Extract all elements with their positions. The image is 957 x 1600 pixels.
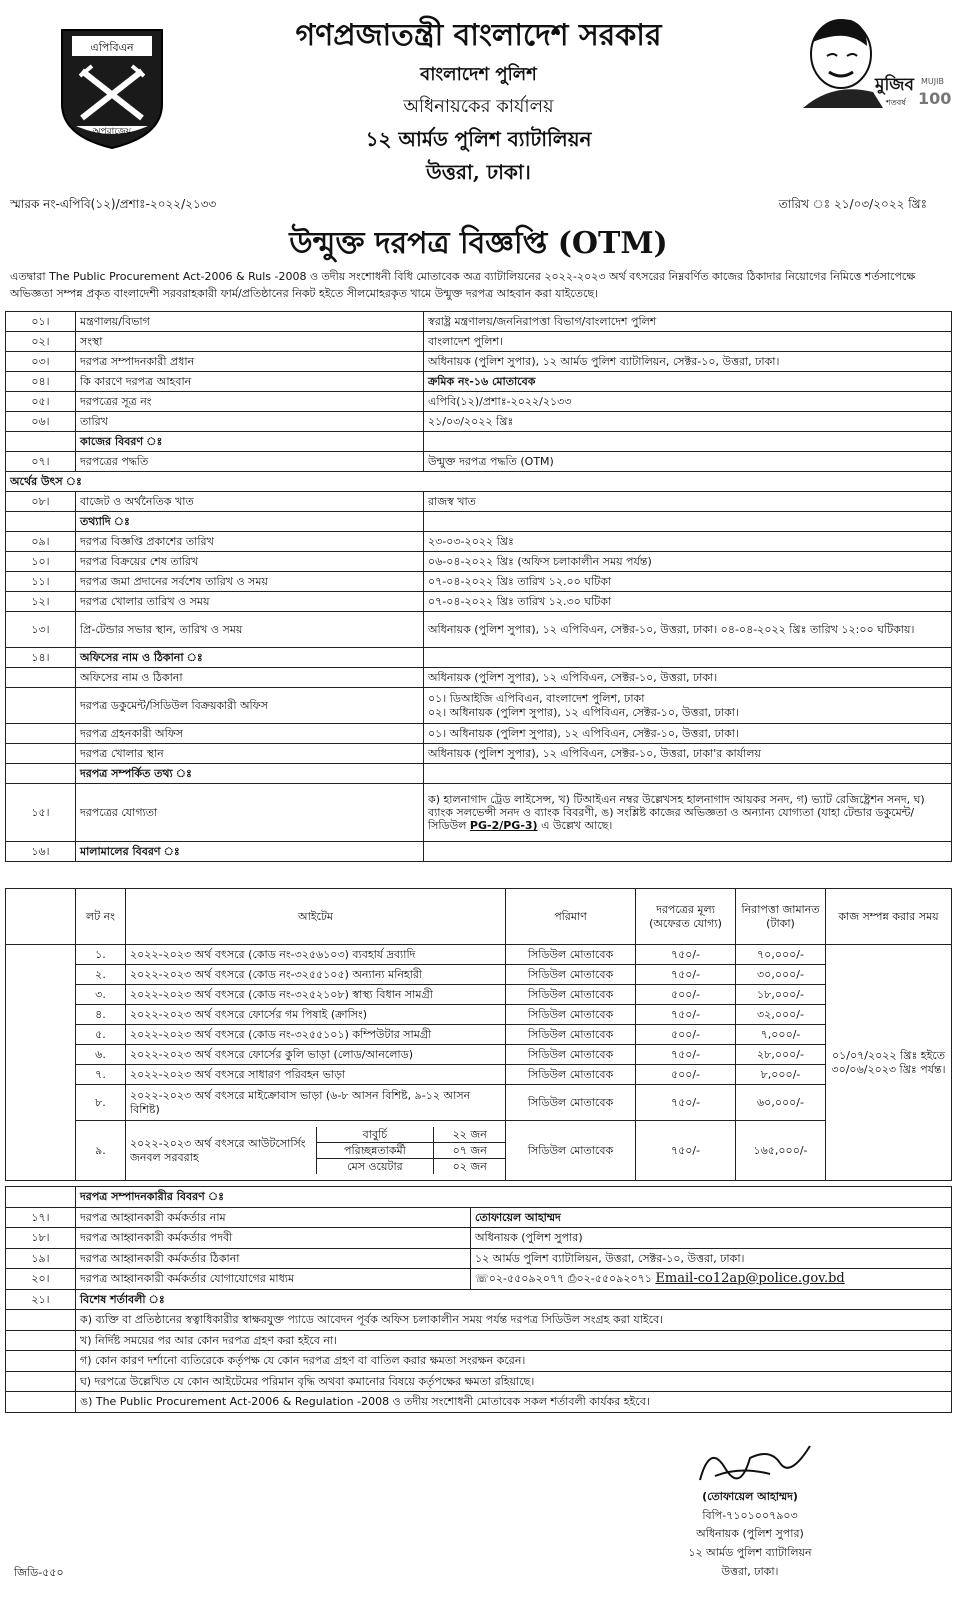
table-cell: সিডিউল মোতাবেক — [506, 1085, 636, 1121]
table-row — [6, 985, 952, 1005]
row-number: ০৯। — [6, 532, 76, 552]
table-cell: ১৬৫,০০০/- — [736, 1121, 826, 1181]
table-cell: ১৭। — [6, 1207, 76, 1228]
row-value: অধিনায়ক (পুলিশ সুপার), ১২ আর্মড পুলিশ ব্যাটালিয়ন, সেক্টর-১০, উত্তরা, ঢাকা। — [424, 352, 952, 372]
table-row — [6, 648, 952, 668]
row-number: ১২। — [6, 592, 76, 612]
table-row — [6, 842, 952, 862]
row-value: ২৩-০৩-২০২২ খ্রিঃ — [424, 532, 952, 552]
table-cell — [6, 1392, 76, 1413]
table-row — [6, 332, 952, 352]
table-row — [6, 1228, 952, 1249]
outsourcing-item: ২০২২-২০২৩ অর্থ বৎসরে আউটসোর্সিং জনবল সরবরাহ — [126, 1127, 316, 1175]
staff-role: বাবুর্চি — [316, 1127, 434, 1143]
section-row — [6, 764, 952, 784]
condition-row — [6, 1392, 952, 1413]
table-cell: ৭. — [76, 1065, 126, 1085]
phone-fax: ☏০২-৫৫০৯২০৭৭ ⎙০২-৫৫০৯২০৭১ — [475, 1271, 652, 1285]
table-cell: সিডিউল মোতাবেক — [506, 1121, 636, 1181]
table-row — [6, 572, 952, 592]
table-cell: ৭,০০০/- — [736, 1025, 826, 1045]
table-cell: সিডিউল মোতাবেক — [506, 965, 636, 985]
email-link[interactable]: Email-co12ap@police.gov.bd — [655, 1270, 845, 1286]
table-cell: ৩২,০০০/- — [736, 1005, 826, 1025]
memo-date: তারিখ ঃ ২১/০৩/২০২২ খ্রিঃ — [778, 197, 927, 211]
row-value — [424, 688, 952, 724]
row-number: ০২। — [6, 332, 76, 352]
row-number: ১০। — [6, 552, 76, 572]
table-cell — [6, 744, 76, 764]
table-row — [6, 412, 952, 432]
table-cell — [6, 724, 76, 744]
logo-text-bottom: অপরাজেয় — [92, 127, 132, 137]
table-cell: ৫. — [76, 1025, 126, 1045]
table-cell: ২০২২-২০২৩ অর্থ বৎসরে (কোড নং-৩২৫৬১০৩) ব্যবহার্য দ্রব্যাদি — [126, 945, 506, 965]
table-row — [126, 1127, 505, 1143]
staff-count: ০২ জন — [434, 1159, 505, 1175]
row-label: প্রি-টেন্ডার সভার স্থান, তারিখ ও সময় — [76, 612, 424, 648]
table-cell: ২১। — [6, 1289, 76, 1310]
table-cell — [424, 432, 952, 452]
condition-row — [6, 1330, 952, 1351]
document-header — [0, 0, 957, 195]
table-row — [6, 1269, 952, 1290]
table-cell — [6, 889, 76, 945]
table-row — [6, 965, 952, 985]
row-number: ০৭। — [6, 452, 76, 472]
signatory-location: উত্তরা, ঢাকা। — [721, 1564, 779, 1578]
row-label: দরপত্র ডকুমেন্ট/সিডিউল বিক্রয়কারী অফিস — [76, 688, 424, 724]
table-cell: ক) ব্যক্তি বা প্রতিষ্ঠানের স্বত্বাধিকারীর স্বাক্ষরযুক্ত প্যাডে আবেদন পূর্বক অফিস চলাকালীন সময় পর্যন্ত দরপত্র সিডিউল সংগ্রহ করা যাইবে। — [76, 1310, 952, 1331]
row-number: ১৫। — [6, 784, 76, 842]
table-cell: ১২ আর্মড পুলিশ ব্যাটালিয়ন, উত্তরা, সেক্টর-১০, উত্তরা, ঢাকা। — [471, 1248, 952, 1269]
table-row — [6, 1005, 952, 1025]
col-period: কাজ সম্পন্ন করার সময় — [826, 889, 952, 945]
table-cell — [126, 1121, 506, 1181]
row-value: অধিনায়ক (পুলিশ সুপার), ১২ এপিবিএন, সেক্টর-১০, উত্তরা, ঢাকা। — [424, 668, 952, 688]
tender-info-table — [5, 311, 952, 862]
table-row — [6, 552, 952, 572]
signature-scribble — [680, 1438, 820, 1488]
value-line: ০১। ডিআইজি এপিবিএন, বাংলাদেশ পুলিশ, ঢাকা — [428, 692, 645, 706]
row-label: দরপত্র খোলার তারিখ ও সময় — [76, 592, 424, 612]
table-row — [6, 1207, 952, 1228]
row-value: ০৭-০৪-২০২২ খ্রিঃ তারিখ ১২.০০ ঘটিকা — [424, 572, 952, 592]
row-label: দরপত্র বিক্রয়ের শেষ তারিখ — [76, 552, 424, 572]
table-cell: দরপত্র আহ্বানকারী কর্মকর্তার পদবী — [76, 1228, 471, 1249]
section-heading: দরপত্র সম্পর্কিত তথ্য ঃ — [76, 764, 424, 784]
table-cell: ৮. — [76, 1085, 126, 1121]
section-heading: বিশেষ শর্তাবলী ঃ — [76, 1289, 952, 1310]
table-cell — [6, 688, 76, 724]
table-cell: সিডিউল মোতাবেক — [506, 1065, 636, 1085]
row-number: ১১। — [6, 572, 76, 592]
table-cell — [6, 1187, 76, 1208]
table-row — [6, 1025, 952, 1045]
table-cell: ঘ) দরপত্রে উল্লেখিত যে কোন আইটেমের পরিমান বৃদ্ধি অথবা কমানোর বিষয়ে কর্তৃপক্ষের ক্ষমতা রহিয়াছে। — [76, 1371, 952, 1392]
table-cell: ৭০,০০০/- — [736, 945, 826, 965]
section-heading: মালামালের বিবরণ ঃ — [76, 842, 424, 862]
row-number: ০৬। — [6, 412, 76, 432]
table-cell: খ) নির্দিষ্ট সময়ের পর আর কোন দরপত্র গ্রহণ করা হইবে না। — [76, 1330, 952, 1351]
staff-role: মেস ওয়েটার — [316, 1159, 434, 1175]
table-cell: ৪. — [76, 1005, 126, 1025]
notice-intro: এতদ্বারা The Public Procurement Act-2006 & Ruls -2008 ও তদীয় সংশোধনী বিধি মোতাবেক অত্র ব্যাটালিয়নের ২০২২-২০২৩ অর্থ বৎসরের নিম্নবর্ণিত কাজের ঠিকাদার নিয়োগের নিমিত্তে শর্তসাপেক্ষে অভিজ্ঞতা সম্পন্ন প্রকৃত বাংলাদেশী সরবরাহকারী ফার্ম/প্রতিষ্ঠানের নিকট হইতে সীলমোহরকৃত খামে উন্মুক্ত দরপত্র আহবান করা যাইতেছে। — [10, 270, 916, 301]
row-label: দরপত্রের পদ্ধতি — [76, 452, 424, 472]
table-cell: ১. — [76, 945, 126, 965]
signatory-bp: বিপি-৭১০১০০৭৯০৩ — [702, 1508, 798, 1522]
table-row — [6, 1085, 952, 1121]
row-label: দরপত্র সম্পাদনকারী প্রধান — [76, 352, 424, 372]
row-number: ০৪। — [6, 372, 76, 392]
table-cell: ৭৫০/- — [636, 1121, 736, 1181]
apbn-logo — [56, 26, 168, 151]
table-cell: ১৮। — [6, 1228, 76, 1249]
row-value: ০৭-০৪-২০২২ খ্রিঃ তারিখ ১২.৩০ ঘটিকা — [424, 592, 952, 612]
table-row — [6, 744, 952, 764]
table-cell: ২০২২-২০২৩ অর্থ বৎসরে (কোড নং-৩২৫৫১০৫) অন্যান্য মনিহারী — [126, 965, 506, 985]
table-cell: ২. — [76, 965, 126, 985]
table-cell: ২০২২-২০২৩ অর্থ বৎসরে (কোড নং-৩২৫৫১০১) কম্পিউটার সামগ্রী — [126, 1025, 506, 1045]
section-row — [6, 512, 952, 532]
table-cell: ৮,০০০/- — [736, 1065, 826, 1085]
row-label: দরপত্র খোলার স্থান — [76, 744, 424, 764]
row-value: ২১/০৩/২০২২ খ্রিঃ — [424, 412, 952, 432]
row-value: ক্রমিক নং-১৬ মোতাবেক — [424, 372, 952, 392]
table-row — [6, 724, 952, 744]
table-row — [6, 1289, 952, 1310]
mujib-logo — [793, 12, 952, 112]
table-cell — [6, 1351, 76, 1372]
memo-number: স্মারক নং-এপিবি(১২)/প্রশাঃ-২০২২/২১৩৩ — [10, 197, 217, 211]
table-cell: ৫০০/- — [636, 1025, 736, 1045]
table-cell: ঙ) The Public Procurement Act-2006 & Regulation -2008 ও তদীয় সংশোধনী মোতাবেক সকল শর্তাবলী কার্যকর হইবে। — [76, 1392, 952, 1413]
notice-title: উন্মুক্ত দরপত্র বিজ্ঞপ্তি (OTM) — [289, 226, 668, 261]
section-heading: কাজের বিবরণ ঃ — [76, 432, 424, 452]
table-cell: ২০২২-২০২৩ অর্থ বৎসরে ফোর্সের কুলি ভাড়া (লোড/আনলোড) — [126, 1045, 506, 1065]
table-row — [6, 1121, 952, 1181]
row-label: বাজেট ও অর্থনৈতিক খাত — [76, 492, 424, 512]
table-cell: ২০২২-২০২৩ অর্থ বৎসরে (কোড নং-৩২৫২১০৮) স্বাস্থ্য বিধান সামগ্রী — [126, 985, 506, 1005]
row-label: মন্ত্রণালয়/বিভাগ — [76, 312, 424, 332]
table-cell: গ) কোন কারণ দর্শানো ব্যতিরেকে কর্তৃপক্ষ যে কোন দরপত্র গ্রহণ বা বাতিল করার ক্ষমতা সংরক্ষন করেন। — [76, 1351, 952, 1372]
table-cell: ২০২২-২০২৩ অর্থ বৎসরে মাইক্রোবাস ভাড়া (৬-৮ আসন বিশিষ্ট, ৯-১২ আসন বিশিষ্ট) — [126, 1085, 506, 1121]
row-value: রাজস্ব খাত — [424, 492, 952, 512]
row-number: ০১। — [6, 312, 76, 332]
col-qty: পরিমাণ — [506, 889, 636, 945]
table-cell — [424, 842, 952, 862]
table-row — [6, 1248, 952, 1269]
row-label: সংস্থা — [76, 332, 424, 352]
table-cell: ৬. — [76, 1045, 126, 1065]
location-title: উত্তরা, ঢাকা। — [426, 160, 531, 184]
row-value: এপিবি(১২)/প্রশাঃ-২০২২/২১৩৩ — [424, 392, 952, 412]
table-cell: ৭৫০/- — [636, 945, 736, 965]
table-row — [6, 372, 952, 392]
table-cell: ১৮,০০০/- — [736, 985, 826, 1005]
table-cell — [6, 1310, 76, 1331]
table-cell: ৩০,০০০/- — [736, 965, 826, 985]
section-heading: তথ্যাদি ঃ — [76, 512, 424, 532]
table-cell — [471, 1269, 952, 1290]
table-row — [6, 1065, 952, 1085]
table-row — [6, 1045, 952, 1065]
table-cell: ১৯। — [6, 1248, 76, 1269]
table-cell: ২০। — [6, 1269, 76, 1290]
battalion-title: ১২ আর্মড পুলিশ ব্যাটালিয়ন — [365, 127, 592, 151]
table-cell — [424, 764, 952, 784]
table-cell — [424, 512, 952, 532]
table-row — [6, 945, 952, 965]
office-title: অধিনায়কের কার্যালয় — [403, 96, 554, 117]
gd-code: জিডি-৫৫০ — [14, 1566, 64, 1579]
table-cell: ৫০০/- — [636, 1065, 736, 1085]
row-number: ০৮। — [6, 492, 76, 512]
table-cell — [424, 648, 952, 668]
row-value: অধিনায়ক (পুলিশ সুপার), ১২ এপিবিএন, সেক্টর-১০, উত্তরা, ঢাকা'র কার্যালয় — [424, 744, 952, 764]
table-row — [6, 312, 952, 332]
condition-row — [6, 1310, 952, 1331]
table-cell — [6, 432, 76, 452]
signatory-name: (তোফায়েল আহাম্মদ) — [702, 1490, 798, 1503]
signature-block — [650, 1438, 850, 1581]
row-label: কি কারণে দরপত্র আহবান — [76, 372, 424, 392]
row-number: ১৬। — [6, 842, 76, 862]
signatory-battalion: ১২ আর্মড পুলিশ ব্যাটালিয়ন — [688, 1546, 812, 1560]
table-cell: অধিনায়ক (পুলিশ সুপার) — [471, 1228, 952, 1249]
col-security: নিরাপত্তা জামানত (টাকা) — [736, 889, 826, 945]
section-row — [6, 472, 952, 492]
executor-table — [5, 1186, 952, 1413]
row-label: দরপত্রের সূত্র নং — [76, 392, 424, 412]
signatory-designation: অধিনায়ক (পুলিশ সুপার) — [696, 1527, 804, 1541]
table-row — [6, 492, 952, 512]
row-label: দরপত্র বিজ্ঞপ্তি প্রকাশের তারিখ — [76, 532, 424, 552]
row-value: অধিনায়ক (পুলিশ সুপার), ১২ এপিবিএন, সেক্টর-১০, উত্তরা, ঢাকা। ০৪-০৪-২০২২ খ্রিঃ তারিখ ১২:০০ ঘটিকায়। — [424, 612, 952, 648]
condition-row — [6, 1371, 952, 1392]
table-row — [6, 784, 952, 842]
mujib-sub: শতবর্ষ — [886, 98, 906, 107]
condition-row — [6, 1351, 952, 1372]
table-row — [6, 688, 952, 724]
staff-role: পরিচ্ছন্নতাকর্মী — [316, 1142, 434, 1158]
table-cell: তোফায়েল আহাম্মদ — [471, 1207, 952, 1228]
items-table — [5, 888, 952, 1181]
mujib-num: 100 — [918, 89, 952, 108]
table-cell: সিডিউল মোতাবেক — [506, 1045, 636, 1065]
col-item: আইটেম — [126, 889, 506, 945]
table-row — [6, 668, 952, 688]
col-lot: লট নং — [76, 889, 126, 945]
mujib-en: MUJIB — [921, 77, 944, 86]
row-number: ১৩। — [6, 612, 76, 648]
table-cell: সিডিউল মোতাবেক — [506, 1025, 636, 1045]
table-cell: সিডিউল মোতাবেক — [506, 1005, 636, 1025]
table-cell: ২০২২-২০২৩ অর্থ বৎসরে ফোর্সের গম পিষাই (ক্রাসিং) — [126, 1005, 506, 1025]
table-row — [6, 392, 952, 412]
table-cell: সিডিউল মোতাবেক — [506, 945, 636, 965]
completion-period: ০১/০৭/২০২২ খ্রিঃ হইতে ৩০/০৬/২০২৩ খ্রিঃ পর্যন্ত। — [826, 945, 952, 1181]
table-cell: দরপত্র আহ্বানকারী কর্মকর্তার যোগাযোগের মাধ্যম — [76, 1269, 471, 1290]
section-heading: দরপত্র সম্পাদনকারীর বিবরণ ঃ — [76, 1187, 952, 1208]
row-number: ০৫। — [6, 392, 76, 412]
table-cell — [6, 668, 76, 688]
row-label: দরপত্র গ্রহনকারী অফিস — [76, 724, 424, 744]
table-cell — [6, 945, 76, 1181]
section-heading: অর্থের উৎস ঃ — [6, 472, 952, 492]
table-cell: দরপত্র আহ্বানকারী কর্মকর্তার ঠিকানা — [76, 1248, 471, 1269]
table-row — [6, 592, 952, 612]
table-cell — [6, 1330, 76, 1351]
row-number: ০৩। — [6, 352, 76, 372]
table-cell: ৯. — [76, 1121, 126, 1181]
section-row — [6, 1187, 952, 1208]
row-value: স্বরাষ্ট্র মন্ত্রণালয়/জননিরাপত্তা বিভাগ/বাংলাদেশ পুলিশ — [424, 312, 952, 332]
col-price: দরপত্রের মূল্য (অফেরত যোগ্য) — [636, 889, 736, 945]
table-cell: ৭৫০/- — [636, 965, 736, 985]
table-row — [6, 612, 952, 648]
staff-count: ২২ জন — [434, 1127, 505, 1143]
table-cell: ২৮,০০০/- — [736, 1045, 826, 1065]
row-label: দরপত্র জমা প্রদানের সর্বশেষ তারিখ ও সময় — [76, 572, 424, 592]
value-line: ০২। অধিনায়ক (পুলিশ সুপার), ১২ এপিবিএন, সেক্টর-১০, উত্তরা, ঢাকা। — [428, 705, 739, 719]
table-cell: সিডিউল মোতাবেক — [506, 985, 636, 1005]
row-label: দরপত্রের যোগ্যতা — [76, 784, 424, 842]
table-cell: ৬০,০০০/- — [736, 1085, 826, 1121]
section-heading: অফিসের নাম ও ঠিকানা ঃ — [76, 648, 424, 668]
logo-text-top: এপিবিএন — [90, 41, 134, 54]
table-row — [6, 352, 952, 372]
table-cell: ২০২২-২০২৩ অর্থ বৎসরে সাধারণ পরিবহন ভাড়া — [126, 1065, 506, 1085]
items-header-row — [6, 889, 952, 945]
table-cell — [6, 1371, 76, 1392]
row-value: বাংলাদেশ পুলিশ। — [424, 332, 952, 352]
row-value: ০৬-০৪-২০২২ খ্রিঃ (অফিস চলাকালীন সময় পর্যন্ত) — [424, 552, 952, 572]
row-label: অফিসের নাম ও ঠিকানা — [76, 668, 424, 688]
staff-count: ০৭ জন — [434, 1142, 505, 1158]
row-value: উন্মুক্ত দরপত্র পদ্ধতি (OTM) — [424, 452, 952, 472]
police-title: বাংলাদেশ পুলিশ — [420, 64, 537, 85]
table-row — [6, 452, 952, 472]
table-cell — [6, 764, 76, 784]
government-title: গণপ্রজাতন্ত্রী বাংলাদেশ সরকার — [295, 18, 662, 53]
table-cell — [6, 512, 76, 532]
table-row — [6, 532, 952, 552]
table-cell: ৩. — [76, 985, 126, 1005]
table-cell: দরপত্র আহ্বানকারী কর্মকর্তার নাম — [76, 1207, 471, 1228]
mujib-text: মুজিব — [875, 75, 914, 95]
table-cell: ৭৫০/- — [636, 1005, 736, 1025]
row-label: তারিখ — [76, 412, 424, 432]
table-cell: ৭৫০/- — [636, 1085, 736, 1121]
section-row — [6, 432, 952, 452]
table-cell: ৫০০/- — [636, 985, 736, 1005]
row-value: ০১। অধিনায়ক (পুলিশ সুপার), ১২ এপিবিএন, সেক্টর-১০, উত্তরা, ঢাকা। — [424, 724, 952, 744]
pg-reference: PG-2/PG-3) — [469, 819, 538, 833]
row-value: ক) হালনাগাদ ট্রেড লাইসেন্স, খ) টিআইএন নম্বর উল্লেখসহ হালনাগাদ আয়কর সনদ, গ) ভ্যাট রেজিষ্ট্রেশন সনদ, ঘ) ব্যাংক সলভেন্সী সনদ ও ব্যাংক বিবরণী, ঙ) সংশ্লিষ্ট কাজের অভিজ্ঞতা ও অন্যান্য যোগ্যতা (যাহা টেন্ডার ডকুমেন্ট/সিডিউল PG-2/PG-3) এ উল্লেখ আছে। — [424, 784, 952, 842]
table-cell: ৭৫০/- — [636, 1045, 736, 1065]
row-number: ১৪। — [6, 648, 76, 668]
